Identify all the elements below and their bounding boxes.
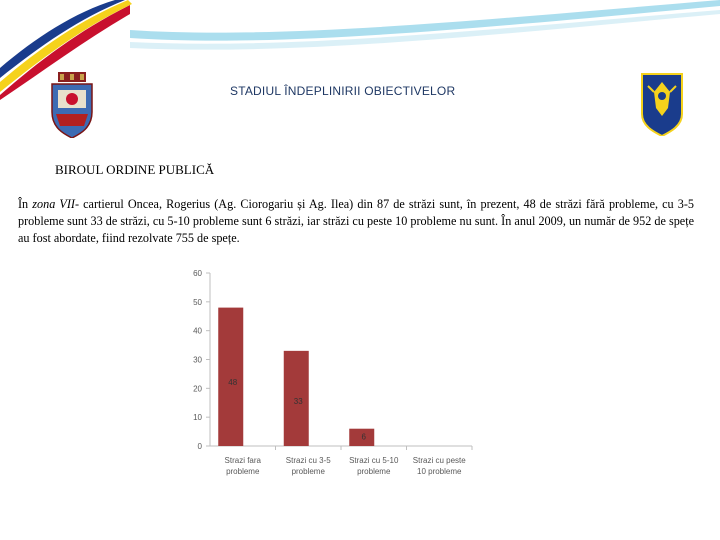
category-label: probleme bbox=[226, 467, 260, 476]
y-tick-label: 20 bbox=[193, 384, 202, 394]
category-label: Strazi fara bbox=[224, 456, 261, 465]
data-label: 6 bbox=[361, 432, 366, 442]
y-tick-label: 60 bbox=[193, 269, 202, 278]
police-emblem-icon bbox=[640, 72, 684, 136]
category-label: Strazi cu peste bbox=[412, 456, 466, 465]
description-paragraph bbox=[18, 196, 694, 247]
category-label: probleme bbox=[357, 467, 391, 476]
paragraph-lead: În bbox=[18, 197, 33, 211]
paragraph-zone: zona VII- bbox=[32, 197, 80, 211]
category-label: probleme bbox=[291, 467, 325, 476]
bar-chart bbox=[180, 262, 480, 492]
y-tick-label: 0 bbox=[197, 442, 202, 451]
y-tick-label: 10 bbox=[193, 413, 202, 423]
data-label: 48 bbox=[228, 378, 238, 388]
city-coat-of-arms-icon bbox=[50, 72, 94, 138]
section-heading: BIROUL ORDINE PUBLICĂ bbox=[55, 162, 215, 177]
bar bbox=[218, 308, 243, 446]
y-tick-label: 30 bbox=[193, 355, 202, 365]
y-tick-label: 50 bbox=[193, 297, 202, 307]
category-label: Strazi cu 3-5 bbox=[285, 456, 331, 465]
category-label: 10 probleme bbox=[417, 467, 462, 476]
paragraph-text: cartierul Oncea, Rogerius (Ag. Ciorogariu și Ag. Ilea) din 87 de străzi sunt, în prezent, 48 de străzi fără probleme, cu 3-5 probleme sunt 33 de străzi, cu 5-10 probleme sunt 6 străzi, iar străzi cu peste 10 probleme nu sunt. În anul 2009, un număr de 952 de spețe au fost abordate, fiind rezolvate 755 de spețe. bbox=[18, 197, 694, 245]
y-tick-label: 40 bbox=[193, 326, 202, 336]
data-label: 33 bbox=[293, 397, 303, 407]
category-label: Strazi cu 5-10 bbox=[349, 456, 399, 465]
page-title: STADIUL ÎNDEPLINIRII OBIECTIVELOR bbox=[230, 84, 456, 98]
